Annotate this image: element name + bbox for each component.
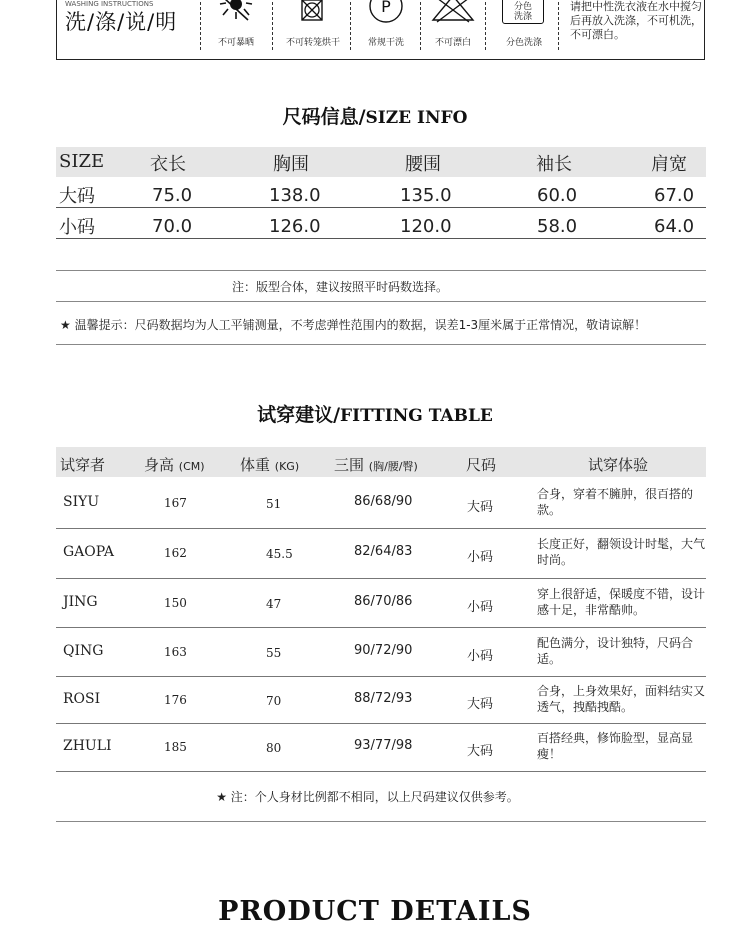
dry-clean-icon [356,0,416,26]
size-note: 注：版型合体，建议按照平时码数选择。 [231,280,448,294]
size-header-size: SIZE [59,151,105,172]
fitting-note: ★ 注：个人身材比例都不相同，以上尺码建议仅供参考。 [216,790,519,804]
divider [56,344,706,345]
size-header-chest: 胸围 [273,154,309,175]
fit-header-weight: 体重 (KG) [240,456,300,474]
fit-measurements: 82/64/83 [354,544,413,559]
care-label: 不可暴晒 [217,38,254,48]
wash-subtitle: WASHING INSTRUCTIONS [65,0,154,8]
fit-tester-name: QING [63,643,104,659]
divider [56,270,706,271]
row-divider [56,627,706,628]
divider [485,2,486,50]
size-cell: 58.0 [537,216,578,237]
row-divider [56,723,706,724]
divider [350,2,351,50]
fit-header-height: 身高 (CM) [144,456,205,474]
size-row-label: 大码 [59,186,95,207]
fitting-table-title [0,400,750,427]
fit-tester-name: GAOPA [63,544,115,560]
fit-size: 小码 [467,649,494,664]
divider [558,2,559,50]
row-divider [56,207,706,208]
fit-measurements: 88/72/93 [354,691,413,706]
care-label: 不可漂白 [434,38,471,48]
wash-title: 洗/涤/说/明 [65,10,178,34]
size-cell: 70.0 [152,216,193,237]
wash-note: 请把中性洗衣液在水中搅匀后再放入洗涤，不可机洗，不可漂白。 [570,0,702,41]
fit-weight: 45.5 [266,547,293,561]
row-divider [56,578,706,579]
size-header-length: 衣长 [150,154,186,175]
care-label: 不可转笼烘干 [285,38,340,48]
fit-weight: 80 [266,741,282,755]
size-info-title-en: SIZE INFO [365,108,468,128]
care-label: 常规干洗 [367,38,404,48]
row-divider [56,528,706,529]
size-cell: 64.0 [654,216,695,237]
fit-measurements: 86/70/86 [354,594,413,609]
product-details-title: PRODUCT DETAILS [218,896,532,927]
divider [420,2,421,50]
size-header-shoulder: 肩宽 [651,154,687,175]
fit-size: 小码 [467,600,494,615]
fit-height: 163 [164,645,187,659]
size-cell: 60.0 [537,185,578,206]
fit-height: 176 [164,693,187,707]
size-cell: 138.0 [269,185,321,206]
fitting-title-cn: 试穿建议/ [257,404,341,426]
no-sun-icon [206,0,266,24]
fit-weight: 55 [266,646,282,660]
fit-height: 150 [164,596,187,610]
fit-weight: 70 [266,694,282,708]
divider [200,2,201,50]
divider [56,821,706,822]
fit-height: 162 [164,546,187,560]
row-divider [56,676,706,677]
fit-experience: 百搭经典，修饰脸型，显高显瘦！ [537,731,694,761]
row-divider [56,238,706,239]
fit-experience: 配色满分，设计独特，尺码合适。 [537,636,694,666]
fit-header-measurements: 三围 (胸/腰/臀) [334,456,418,474]
dry-clean-glyph: P [381,0,391,16]
fit-height: 167 [164,496,187,510]
size-cell: 135.0 [400,185,452,206]
fit-measurements: 86/68/90 [354,494,413,509]
size-cell: 120.0 [400,216,452,237]
fit-header-size: 尺码 [466,456,497,474]
fit-weight: 51 [266,497,282,511]
divider [56,301,706,302]
size-info-title-cn: 尺码信息/ [282,106,366,128]
size-cell: 126.0 [269,216,321,237]
no-tumble-dry-icon [281,0,341,24]
size-cell: 75.0 [152,185,193,206]
fit-tester-name: JING [63,594,98,610]
fit-size: 大码 [467,500,494,515]
row-divider [56,771,706,772]
fit-measurements: 90/72/90 [354,643,413,658]
size-header-waist: 腰围 [405,154,441,175]
fit-height: 185 [164,740,187,754]
size-tip: ★ 温馨提示：尺码数据均为人工平铺测量，不考虑弹性范围内的数据，误差1-3厘米属于正常情况，敬请谅解！ [60,318,647,332]
size-cell: 67.0 [654,185,695,206]
fitting-title-en: FITTING TABLE [340,406,493,426]
fit-experience: 合身，穿着不臃肿，很百搭的款。 [537,487,694,517]
fit-weight: 47 [266,597,282,611]
fit-experience: 合身，上身效果好，面料结实又透气，拽酷拽酷。 [537,684,706,714]
no-bleach-icon [423,0,483,24]
fit-tester-name: SIYU [63,494,100,510]
size-row-label: 小码 [59,217,95,238]
care-label: 分色洗涤 [505,38,542,48]
fit-measurements: 93/77/98 [354,738,413,753]
fit-header-experience: 试穿体验 [588,456,649,474]
fit-header-tester: 试穿者 [60,456,106,474]
fit-size: 大码 [467,744,494,759]
fit-experience: 穿上很舒适，保暖度不错，设计感十足，非常酷帅。 [537,587,706,617]
fit-tester-name: ZHULI [63,738,112,754]
size-header-sleeve: 袖长 [536,154,572,175]
fit-size: 大码 [467,697,494,712]
size-info-title [0,102,750,129]
divider [272,2,273,50]
separate-wash-icon: 分色 洗涤 [502,0,544,24]
fit-tester-name: ROSI [63,691,101,707]
fit-size: 小码 [467,550,494,565]
fit-experience: 长度正好，翻领设计时髦，大气时尚。 [537,537,706,567]
